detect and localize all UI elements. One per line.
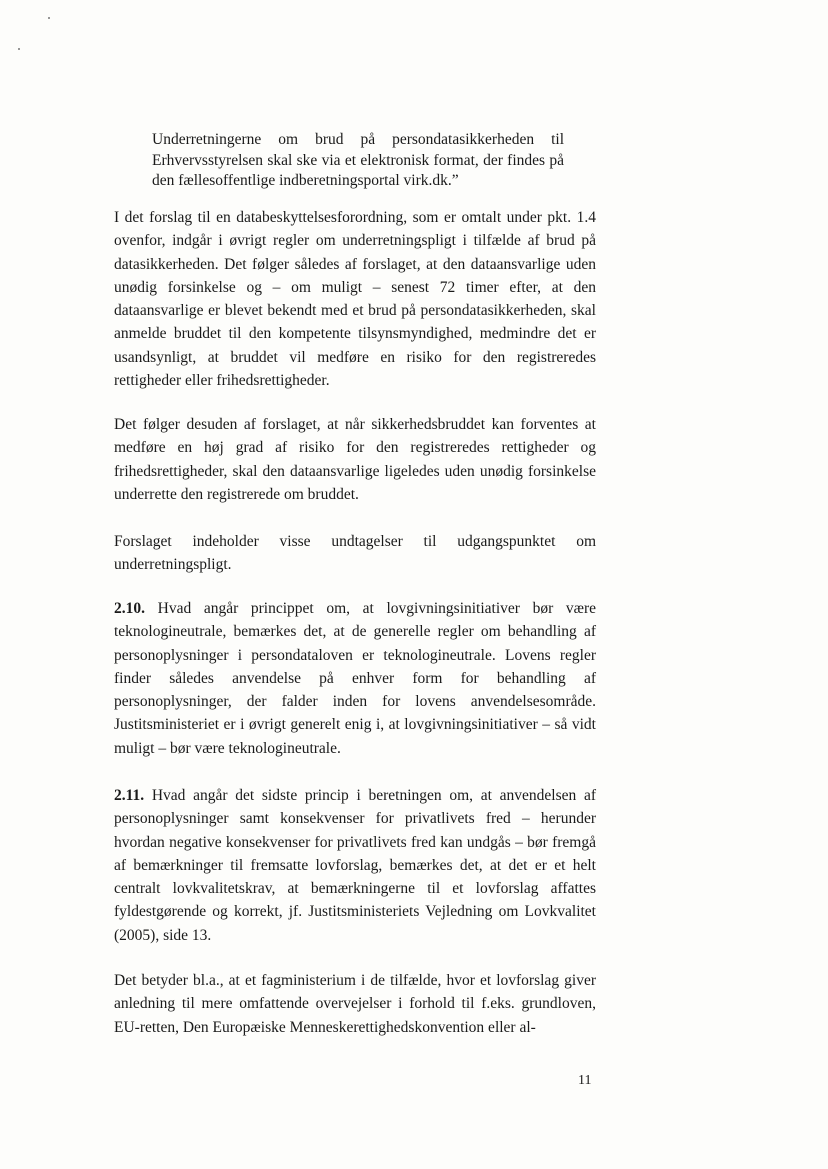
section-number: 2.10. — [114, 600, 145, 617]
paragraph-text: Hvad angår det sidste princip i beretningen om, at anvendelsen af personoplysninger samt konsekvenser for privatlivets fred – herunder hvordan negative konsekvenser for privatlivets fred kan undgås – bør fremgå af bemærkninger til fremsatte lovforslag, bemærkes det, at det er et helt centralt lovkvalitetskrav, at bemærkningerne til et lovforslag affattes fyldestgørende og korrekt, jf. Justitsministeriets Vejledning om Lovkvalitet (2005), side 13. — [114, 787, 596, 944]
paragraph-1 — [114, 206, 596, 392]
paragraph-text: Forslaget indeholder visse undtagelser til udgangspunktet om underretningspligt. — [114, 533, 596, 574]
paragraph-2-11 — [114, 784, 596, 947]
paragraph-text: Hvad angår princippet om, at lovgivningsinitiativer bør være teknologineutrale, bemærkes det, at de generelle regler om behandling af personoplysninger i persondataloven er teknologineutrale. Lovens regler finder således anvendelse på enhver form for behandling af personoplysninger, der falder inden for lovens anvendelsesområde. Justitsministeriet er i øvrigt generelt enig i, at lovgivningsinitiativer – så vidt muligt – bør være teknologineutrale. — [114, 600, 596, 757]
scan-speck — [48, 17, 50, 19]
paragraph-6 — [114, 969, 596, 1039]
paragraph-text: I det forslag til en databeskyttelsesforordning, som er omtalt under pkt. 1.4 ovenfor, indgår i øvrigt regler om underretningspligt i tilfælde af brud på datasikkerheden. Det følger således af forslaget, at den dataansvarlige uden unødig forsinkelse og – om muligt – senest 72 timer efter, at den dataansvarlige er blevet bekendt med et brud på persondatasikkerheden, skal anmelde bruddet til den kompetente tilsynsmyndighed, medmindre det er usandsynligt, at bruddet vil medføre en risiko for den registreredes rettigheder eller frihedsrettigheder. — [114, 209, 596, 390]
section-number: 2.11. — [114, 787, 145, 804]
paragraph-text: Det betyder bl.a., at et fagministerium i de tilfælde, hvor et lovforslag giver anledning til mere omfattende overvejelser i forhold til f.eks. grundloven, EU-retten, Den Europæiske Menneskerettighedskonvention eller al- — [114, 972, 596, 1036]
paragraph-2 — [114, 413, 596, 506]
paragraph-3 — [114, 530, 596, 577]
paragraph-2-10 — [114, 597, 596, 760]
paragraph-text: Det følger desuden af forslaget, at når sikkerhedsbruddet kan forventes at medføre en høj grad af risiko for den registreredes rettigheder og frihedsrettigheder, skal den dataansvarlige ligeledes uden unødig forsinkelse underrette den registrerede om bruddet. — [114, 416, 596, 503]
page-number: 11 — [578, 1073, 592, 1088]
scan-speck — [18, 48, 20, 50]
block-quote: Underretningerne om brud på persondatasikkerheden til Erhvervsstyrelsen skal ske via et elektronisk format, der findes på den fællesoffentlige indberetningsportal virk.dk.” — [152, 131, 564, 189]
